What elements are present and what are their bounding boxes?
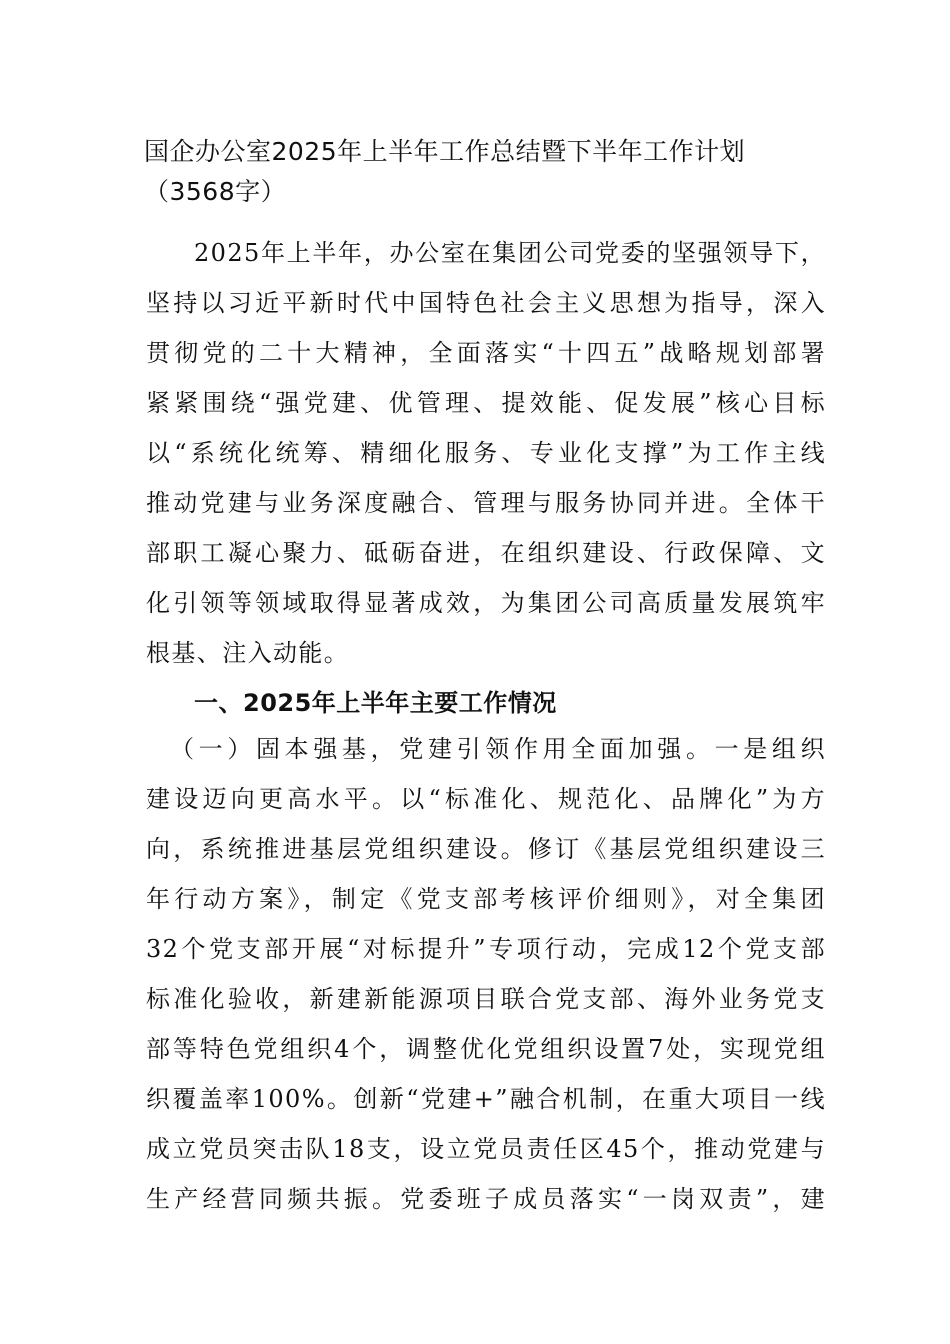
paragraph-party-building [146,724,826,1224]
document-title [144,132,824,212]
paragraph-line: 32个党支部开展“对标提升”专项行动，完成12个党支部 [146,935,826,963]
paragraph-line: （一）固本强基，党建引领作用全面加强。一是组织 [170,735,826,763]
paragraph-line: 生产经营同频共振。党委班子成员落实“一岗双责”，建 [146,1185,826,1213]
paragraph-line: 织覆盖率100%。创新“党建+”融合机制，在重大项目一线 [146,1085,826,1113]
intro-line: 以“系统化统筹、精细化服务、专业化支撑”为工作主线 [146,439,826,467]
paragraph-line: 成立党员突击队18支，设立党员责任区45个，推动党建与 [146,1135,826,1163]
intro-line: 2025年上半年，办公室在集团公司党委的坚强领导下， [194,239,826,267]
paragraph-line: 建设迈向更高水平。以“标准化、规范化、品牌化”为方 [146,785,826,813]
paragraph-line: 年行动方案》，制定《党支部考核评价细则》，对全集团 [146,885,826,913]
intro-line: 推动党建与业务深度融合、管理与服务协同并进。全体干 [146,489,826,517]
intro-line: 坚持以习近平新时代中国特色社会主义思想为指导，深入 [146,289,826,317]
intro-line: 贯彻党的二十大精神，全面落实“十四五”战略规划部署 [146,339,826,367]
title-line-1: 国企办公室2025年上半年工作总结暨下半年工作计划 [144,137,746,166]
intro-line: 部职工凝心聚力、砥砺奋进，在组织建设、行政保障、文 [146,539,826,567]
title-line-2: （3568字） [144,177,287,206]
paragraph-line: 部等特色党组织4个，调整优化党组织设置7处，实现党组 [146,1035,826,1063]
intro-line: 化引领等领域取得显著成效，为集团公司高质量发展筑牢 [146,589,826,617]
intro-line: 根基、注入动能。 [146,639,350,667]
paragraph-line: 标准化验收，新建新能源项目联合党支部、海外业务党支 [146,985,826,1013]
intro-paragraph [146,228,826,678]
intro-line: 紧紧围绕“强党建、优管理、提效能、促发展”核心目标 [146,389,826,417]
paragraph-line: 向，系统推进基层党组织建设。修订《基层党组织建设三 [146,835,826,863]
section-heading: 一、2025年上半年主要工作情况 [194,689,557,717]
